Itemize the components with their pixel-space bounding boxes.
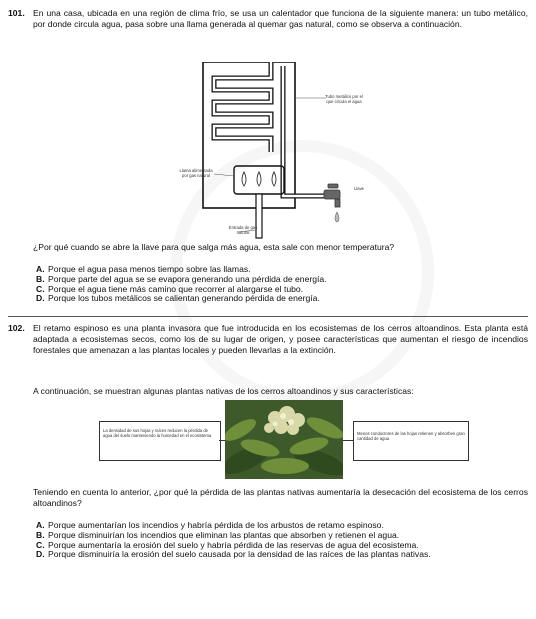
heater-diagram bbox=[176, 62, 366, 242]
answer-options bbox=[36, 521, 528, 560]
label-tap: Llave bbox=[354, 186, 365, 191]
question-number: 102. bbox=[8, 323, 25, 333]
question-stem: En una casa, ubicada en una región de clima frío, se usa un calentador que funciona de la siguiente manera: un tubo metálico, por donde circula agua, pasa sobre una llama generada al quemar gas natural, como se observa a continuación. bbox=[33, 8, 528, 29]
label-metal-tube: Tubo metálico por el que circula el agua bbox=[325, 94, 363, 104]
question-number: 101. bbox=[8, 8, 25, 18]
label-gas-inlet: Entrada de gas natural bbox=[228, 225, 258, 235]
label-flame: Llama alimentada por gas natural bbox=[179, 168, 213, 178]
question-prompt: ¿Por qué cuando se abre la llave para que salga más agua, esta sale con menor temperatura? bbox=[33, 242, 395, 252]
option-a[interactable]: A. Porque el agua pasa menos tiempo sobre las llamas. bbox=[36, 264, 251, 274]
option-d[interactable]: D. Porque disminuiría la erosión del suelo causada por la densidad de las raíces de las plantas nativas. bbox=[36, 549, 431, 560]
question-divider bbox=[8, 316, 528, 317]
water-drop bbox=[335, 212, 339, 222]
label-box-left: La densidad de sus hojas y raíces reducen la pérdida de agua del suelo manteniendo la humedad en el ecosistema bbox=[99, 421, 221, 461]
plant-photo bbox=[225, 400, 343, 479]
connector-right bbox=[343, 440, 353, 441]
question-intro: A continuación, se muestran algunas plantas nativas de los cerros altoandinos y sus características: bbox=[33, 386, 414, 396]
question-stem: El retamo espinoso es una planta invasora que fue introducida en los ecosistemas de los cerros altoandinos. Esta planta está adaptada a ecosistemas secos, como los de su lugar de origen, y posee características que aumentan el riesgo de incendios forestales que amenazan a las plantas locales y pueden llevarlas a la extinción. bbox=[33, 323, 528, 355]
option-b[interactable]: B. Porque parte del agua se se evapora generando una pérdida de energía. bbox=[36, 273, 327, 284]
option-c[interactable]: C. Porque el agua tiene más camino que recorrer al alargarse el tubo. bbox=[36, 283, 304, 294]
option-c[interactable]: C. Porque aumentaría la erosión del suelo y habría pérdida de las reservas de agua del ecosistema. bbox=[36, 539, 419, 550]
label-box-right: Menos conductores de las hojas retienen y absorben gran cantidad de agua bbox=[353, 421, 469, 461]
option-a[interactable]: A. Porque aumentarían los incendios y habría pérdida de los arbustos de retamo espinoso. bbox=[36, 520, 384, 530]
option-d[interactable]: D. Porque los tubos metálicos se calientan generando pérdida de energía. bbox=[36, 293, 320, 304]
option-b[interactable]: B. Porque disminuirían los incendios que eliminan las plantas que absorben y retienen el agua. bbox=[36, 529, 400, 540]
question-prompt: Teniendo en cuenta lo anterior, ¿por qué la pérdida de las plantas nativas aumentaría la desecación del ecosistema de los cerros altoandinos? bbox=[33, 487, 528, 508]
flames bbox=[242, 172, 276, 186]
answer-options bbox=[36, 265, 528, 304]
tap bbox=[324, 184, 340, 207]
